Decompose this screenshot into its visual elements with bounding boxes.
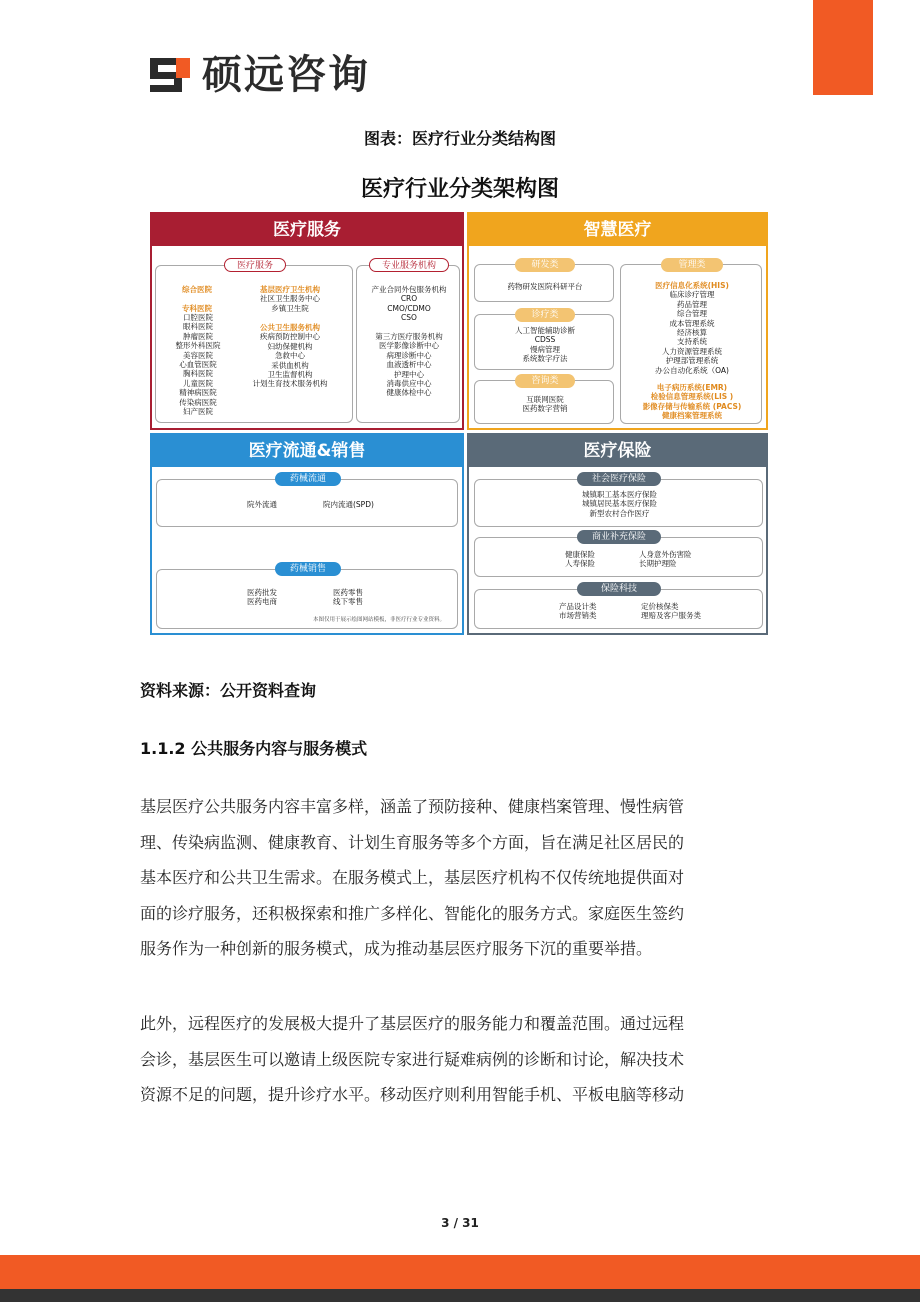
list-item: 综合管理 — [677, 309, 707, 319]
rd-item: 药物研发医院科研平台 — [507, 282, 583, 291]
text-line: 基本医疗和公共卫生需求。在服务模式上，基层医疗机构不仅传统地提供面对 — [140, 868, 685, 887]
list-item: 儿童医院 — [183, 378, 213, 388]
disclaimer-note: 本图仅用于展示绘图网站模板，非医疗行业专业资料。 — [313, 617, 446, 623]
commercial-list — [639, 550, 692, 569]
list-item: 眼科医院 — [183, 322, 213, 332]
footer-accent-bar — [0, 1255, 920, 1289]
list-item: 血液透析中心 — [386, 360, 432, 370]
list-item: 妇产医院 — [183, 407, 213, 417]
basic-header: 基层医疗卫生机构 — [260, 285, 320, 294]
paragraph-2 — [140, 1006, 780, 1113]
quadrant-insurance — [467, 433, 768, 635]
consult-label: 咨询类 — [515, 374, 575, 388]
outsourcing-list — [357, 285, 461, 323]
list-item: 城镇职工基本医疗保险 — [582, 490, 657, 499]
consult-list — [475, 395, 615, 414]
brand-name: 硕远咨询 — [202, 52, 370, 98]
tech-list — [641, 602, 701, 621]
sales-label: 药械销售 — [275, 562, 341, 576]
basic-list — [242, 285, 338, 313]
brand-logo-icon — [148, 56, 192, 94]
management-label: 管理类 — [661, 258, 723, 272]
list-item: 医学影像诊断中心 — [379, 341, 439, 351]
list-item: 急救中心 — [275, 351, 305, 361]
list-item: 定价核保类 — [641, 602, 679, 611]
list-item: CMO/CDMO — [387, 303, 431, 313]
text-line: 服务作为一种创新的服务模式，成为推动基层医疗服务下沉的重要举措。 — [140, 939, 653, 958]
diagram-title: 医疗行业分类架构图 — [360, 177, 559, 202]
section-heading: 1.1.2 公共服务内容与服务模式 — [140, 739, 368, 758]
list-item: 医药批发 — [247, 588, 277, 597]
list-item: 健康体检中心 — [386, 388, 432, 398]
list-item: 计划生育技术服务机构 — [252, 379, 328, 389]
list-item: 传染病医院 — [179, 397, 217, 407]
specialty-header: 专科医院 — [182, 304, 212, 313]
list-item: 口腔医院 — [183, 313, 213, 322]
list-item: CRO — [400, 294, 418, 304]
list-item: 心血管医院 — [179, 360, 217, 370]
list-item: 电子病历系统(EMR) — [656, 383, 728, 392]
list-item: 办公自动化系统（OA) — [655, 365, 729, 375]
rd-box — [474, 260, 614, 302]
list-item: 系统数字疗法 — [522, 354, 568, 364]
diagnosis-list — [475, 326, 615, 364]
list-item: 健康档案管理系统 — [662, 411, 722, 421]
list-item: 消毒供应中心 — [386, 379, 432, 389]
tech-list — [559, 602, 597, 621]
dist-item: 院内流通(SPD) — [323, 500, 374, 509]
list-item: 医药电商 — [247, 597, 277, 607]
list-item: 第三方医疗服务机构 — [375, 332, 443, 341]
list-item: 健康保险 — [565, 550, 595, 559]
list-item: 人力资源管理系统 — [662, 346, 722, 356]
list-item: 卫生监督机构 — [267, 370, 313, 380]
social-list — [475, 490, 764, 518]
distribution-label: 药械流通 — [275, 472, 341, 486]
list-item: 胸科医院 — [183, 369, 213, 379]
professional-services-label: 专业服务机构 — [369, 258, 449, 272]
text-line: 理、传染病监测、健康教育、计划生育服务等多个方面，旨在满足社区居民的 — [140, 832, 685, 852]
sales-list — [247, 588, 277, 607]
list-item: 采供血机构 — [271, 360, 309, 370]
commercial-insurance-box — [474, 532, 763, 577]
list-item: 检验信息管理系统(LIS ) — [650, 392, 734, 402]
list-item: 药品管理 — [677, 299, 707, 309]
management-box — [620, 260, 762, 424]
list-item: 经济核算 — [677, 328, 707, 338]
third-party-list — [357, 332, 461, 398]
list-item: CDSS — [534, 335, 556, 345]
diagnosis-box — [474, 310, 614, 370]
public-header: 公共卫生服务机构 — [260, 323, 320, 332]
list-item: 产品设计类 — [559, 602, 597, 611]
consult-box — [474, 376, 614, 424]
list-item: 护理部管理系统 — [665, 356, 719, 366]
list-item: 长期护理险 — [639, 559, 677, 569]
commercial-list — [565, 550, 595, 569]
medical-services-label: 医疗服务 — [224, 258, 286, 272]
social-insurance-box — [474, 474, 763, 527]
source-note: 资料来源：公开资料查询 — [140, 681, 317, 700]
figure-caption: 图表：医疗行业分类结构图 — [363, 129, 556, 148]
list-item: 成本管理系统 — [669, 318, 715, 328]
social-insurance-label: 社会医疗保险 — [577, 472, 661, 486]
text-line: 会诊，基层医生可以邀请上级医院专家进行疑难病例的诊断和讨论，解决技术 — [140, 1049, 685, 1069]
list-item: 互联网医院 — [526, 395, 564, 404]
footer-dark-bar — [0, 1289, 920, 1302]
professional-services-box — [356, 261, 460, 423]
sales-list — [333, 588, 363, 607]
header-accent-bar — [813, 0, 873, 95]
specialty-list — [156, 313, 240, 416]
list-item: 整形外科医院 — [175, 341, 221, 351]
emr-list — [621, 383, 763, 421]
list-item: 人寿保险 — [565, 559, 595, 569]
quadrant-medical-services — [150, 212, 464, 430]
paragraph-1 — [140, 789, 780, 967]
list-item: 理赔及客户服务类 — [641, 611, 701, 621]
list-item: 社区卫生服务中心 — [260, 294, 320, 304]
list-item: 新型农村合作医疗 — [589, 508, 650, 518]
list-item: 产业合同外包服务机构 — [371, 285, 447, 294]
list-item: 精神病医院 — [179, 388, 217, 398]
text-line: 面的诊疗服务，还积极探索和推广多样化、智能化的服务方式。家庭医生签约 — [140, 903, 685, 923]
list-item: 肿瘤医院 — [183, 331, 213, 341]
list-item: 乡镇卫生院 — [271, 303, 309, 313]
quadrant-title: 医疗保险 — [469, 435, 766, 467]
quadrant-smart-healthcare — [467, 212, 768, 430]
dist-item: 院外流通 — [247, 500, 277, 509]
list-item: 慢病管理 — [530, 344, 560, 354]
medical-services-box — [155, 261, 353, 423]
public-list — [242, 323, 338, 389]
commercial-insurance-label: 商业补充保险 — [577, 530, 661, 544]
his-header: 医疗信息化系统(HIS) — [655, 281, 729, 290]
quadrant-distribution-sales — [150, 433, 464, 635]
list-item: 疾病预防控制中心 — [260, 332, 320, 342]
rd-label: 研发类 — [515, 258, 575, 272]
list-item: CSO — [401, 313, 417, 323]
list-item: 病理诊断中心 — [386, 350, 432, 360]
list-item: 医药数字营销 — [522, 404, 568, 414]
his-list — [621, 281, 763, 375]
quadrant-title: 医疗服务 — [152, 214, 462, 246]
list-item: 线下零售 — [333, 597, 363, 607]
list-item: 临床诊疗管理 — [669, 290, 715, 300]
diagnosis-label: 诊疗类 — [515, 308, 575, 322]
sales-box — [156, 564, 458, 629]
list-item: 人工智能辅助诊断 — [515, 326, 575, 335]
list-item: 医药零售 — [333, 588, 363, 597]
distribution-box — [156, 474, 458, 527]
list-item: 影像存储与传输系统 (PACS) — [642, 401, 742, 411]
page-number: 3 / 31 — [441, 1216, 479, 1230]
insurtech-label: 保险科技 — [577, 582, 661, 596]
list-item: 美容医院 — [183, 350, 213, 360]
general-hospital: 综合医院 — [182, 285, 212, 294]
quadrant-title: 医疗流通&销售 — [152, 435, 462, 467]
list-item: 支持系统 — [677, 337, 707, 347]
insurtech-box — [474, 584, 763, 629]
quadrant-title: 智慧医疗 — [469, 214, 766, 246]
text-line: 资源不足的问题，提升诊疗水平。移动医疗则利用智能手机、平板电脑等移动 — [140, 1085, 685, 1104]
text-line: 基层医疗公共服务内容丰富多样，涵盖了预防接种、健康档案管理、慢性病管 — [140, 797, 685, 816]
list-item: 市场营销类 — [559, 611, 597, 621]
list-item: 妇幼保健机构 — [267, 341, 313, 351]
list-item: 人身意外伤害险 — [639, 550, 692, 559]
text-line: 此外，远程医疗的发展极大提升了基层医疗的服务能力和覆盖范围。通过远程 — [140, 1014, 685, 1033]
list-item: 护理中心 — [394, 369, 424, 379]
list-item: 城镇居民基本医疗保险 — [582, 499, 657, 509]
